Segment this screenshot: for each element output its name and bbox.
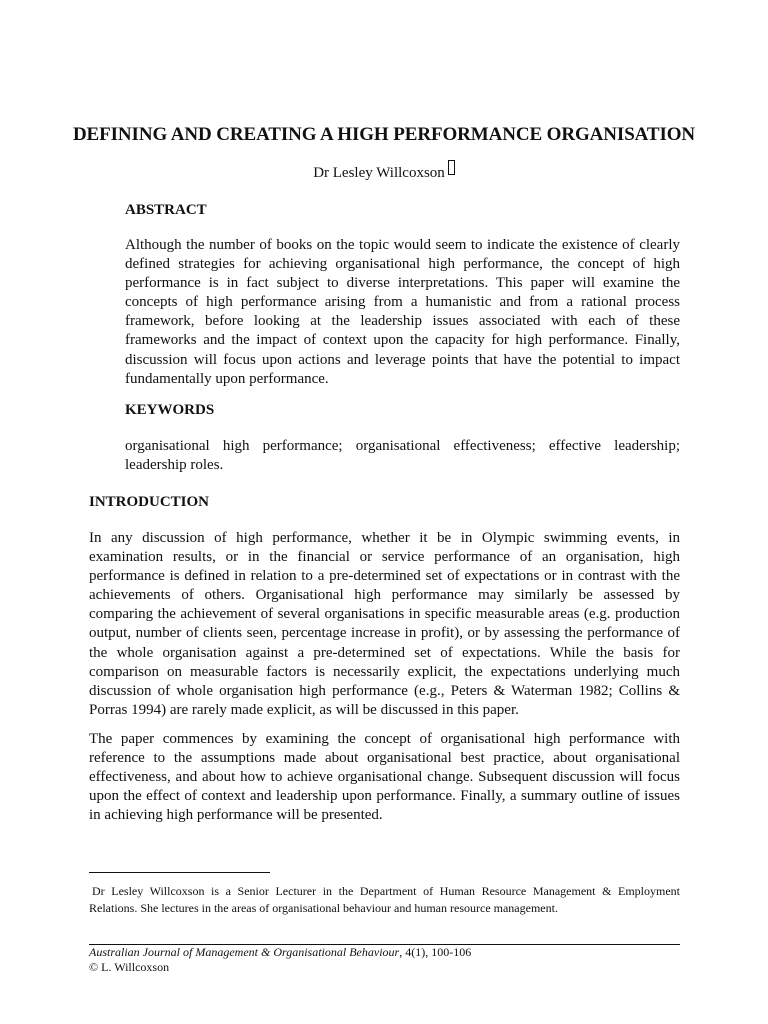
intro-line: output, number of clients seen, percentage increase in profit), or by assessing the performance of [89, 625, 680, 642]
introduction-paragraph-2 [89, 730, 680, 825]
footnote-line: Relations. She lectures in the areas of organisational behaviour and human resource management. [89, 901, 558, 915]
author-line [0, 160, 768, 184]
journal-name: Australian Journal of Management & Organisational Behaviour [89, 945, 400, 959]
footnote-separator [89, 872, 270, 873]
intro-line: The paper commences by examining the concept of organisational high performance with [89, 731, 680, 747]
footnote-line: Dr Lesley Willcoxson is a Senior Lecturer in the Department of Human Resource Management & Employment [92, 884, 680, 898]
abstract-heading: ABSTRACT [125, 202, 207, 218]
journal-citation [89, 945, 680, 960]
footnote [89, 883, 680, 917]
paper-title: DEFINING AND CREATING A HIGH PERFORMANCE ORGANISATION [72, 124, 696, 145]
intro-line: reference to the assumptions made about organisational best practice, about organisational [89, 750, 680, 767]
keywords-line: leadership roles. [125, 457, 224, 474]
abstract-line: defined strategies for achieving organisational high performance, the concept of high [125, 256, 680, 273]
introduction-heading: INTRODUCTION [89, 494, 210, 510]
intro-line: Porras 1994) are rarely made explicit, as will be discussed in this paper. [89, 701, 519, 718]
abstract-line: framework, before looking at the leadership issues associated with each of these [125, 313, 680, 330]
abstract-line: performance is in fact subject to diverse interpretations. This paper will examine the [125, 275, 680, 292]
page-footer [89, 945, 680, 975]
intro-line: comparison on measurable factors is necessarily explicit, the expectations underlying much [89, 663, 680, 680]
intro-line: upon the effect of context and leadership upon performance. Finally, a summary outline of issues [89, 788, 680, 805]
abstract-line: frameworks and the impact of context upon the capacity for high performance. Finally, [125, 332, 680, 349]
copyright-line: © L. Willcoxson [89, 960, 170, 974]
keywords-line: organisational high performance; organisational effectiveness; effective leadership; [125, 438, 680, 454]
abstract-body [125, 236, 680, 389]
intro-line: In any discussion of high performance, whether it be in Olympic swimming events, in [89, 530, 680, 546]
intro-line: the whole organisation against a pre-determined set of expectations. While the basis for [89, 644, 680, 661]
citation-details: , 4(1), 100-106 [399, 945, 472, 959]
intro-line: effectiveness, and about how to achieve organisational change. Subsequent discussion will focus [89, 769, 680, 786]
abstract-line: concepts of high performance arising from a humanistic and from a rational process [125, 294, 680, 311]
author-name: Dr Lesley Willcoxson [313, 165, 445, 181]
keywords-heading: KEYWORDS [125, 402, 215, 418]
footnote-marker [448, 160, 455, 175]
intro-line: achievements of others. Organisational high performance may similarly be assessed by [89, 587, 680, 604]
abstract-line: Although the number of books on the topic would seem to indicate the existence of clearly [125, 237, 680, 253]
abstract-line: discussion will focus upon actions and leverage points that have the potential to impact [125, 351, 680, 368]
intro-line: discussion of whole organisation high performance (e.g., Peters & Waterman 1982; Collins & [89, 682, 680, 699]
intro-line: comparing the achievement of several organisations in specific measurable areas (e.g. production [89, 606, 680, 623]
keywords-body [125, 437, 680, 475]
abstract-line: fundamentally upon performance. [125, 370, 329, 387]
introduction-paragraph-1 [89, 529, 680, 720]
intro-line: in achieving high performance will be presented. [89, 807, 383, 824]
intro-line: performance is defined in relation to a pre-determined set of expectations or in contrast with the [89, 568, 680, 585]
intro-line: examination results, or in the financial or service performance of an organisation, high [89, 549, 680, 566]
